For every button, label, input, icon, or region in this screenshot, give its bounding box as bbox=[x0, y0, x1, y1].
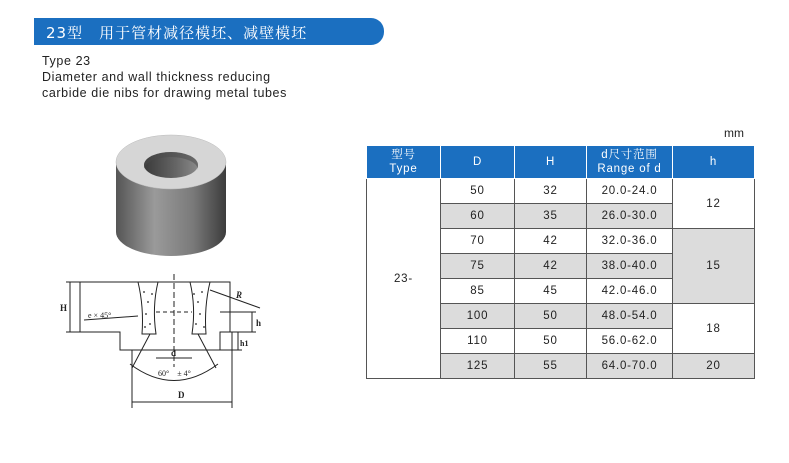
page-title: 23型 用于管材减径模坯、减壁模坯 bbox=[46, 24, 308, 42]
cross-section-drawing bbox=[60, 272, 290, 412]
label-h: h bbox=[256, 318, 262, 328]
cell-D: 85 bbox=[441, 279, 515, 304]
header-bar bbox=[34, 18, 384, 45]
cell-range: 20.0-24.0 bbox=[587, 179, 673, 204]
cell-range: 42.0-46.0 bbox=[587, 279, 673, 304]
cell-range: 56.0-62.0 bbox=[587, 329, 673, 354]
cell-h: 15 bbox=[673, 229, 755, 304]
cell-h: 20 bbox=[673, 354, 755, 379]
header-D: D bbox=[441, 146, 515, 179]
label-R: R bbox=[236, 290, 243, 300]
description-line-1: Diameter and wall thickness reducing bbox=[42, 70, 271, 84]
cell-range: 32.0-36.0 bbox=[587, 229, 673, 254]
cell-H: 35 bbox=[515, 204, 587, 229]
cell-D: 75 bbox=[441, 254, 515, 279]
label-angle: 60° ± 4° bbox=[158, 369, 191, 378]
cell-H: 42 bbox=[515, 254, 587, 279]
cell-range: 38.0-40.0 bbox=[587, 254, 673, 279]
cell-D: 125 bbox=[441, 354, 515, 379]
cell-H: 42 bbox=[515, 229, 587, 254]
header-h: h bbox=[673, 146, 755, 179]
table-header-row bbox=[367, 146, 755, 179]
cell-H: 32 bbox=[515, 179, 587, 204]
cell-D: 50 bbox=[441, 179, 515, 204]
description-line-2: carbide die nibs for drawing metal tubes bbox=[42, 86, 287, 100]
type-line: Type 23 bbox=[42, 54, 91, 68]
header-H: H bbox=[515, 146, 587, 179]
cell-range: 64.0-70.0 bbox=[587, 354, 673, 379]
cell-range: 48.0-54.0 bbox=[587, 304, 673, 329]
cell-D: 110 bbox=[441, 329, 515, 354]
label-D: D bbox=[178, 390, 185, 400]
left-section bbox=[138, 282, 158, 334]
spec-table bbox=[366, 146, 755, 379]
cell-H: 45 bbox=[515, 279, 587, 304]
right-section bbox=[190, 282, 210, 334]
intro-text bbox=[42, 53, 287, 101]
cell-D: 100 bbox=[441, 304, 515, 329]
cell-h: 12 bbox=[673, 179, 755, 229]
label-h1: h1 bbox=[240, 339, 249, 348]
label-H: H bbox=[60, 303, 68, 313]
header-type: 型号 Type bbox=[367, 146, 441, 179]
unit-label: mm bbox=[724, 126, 744, 140]
label-d: d bbox=[171, 348, 177, 358]
cell-H: 55 bbox=[515, 354, 587, 379]
cell-D: 70 bbox=[441, 229, 515, 254]
label-chamfer: e × 45° bbox=[88, 311, 112, 320]
cell-range: 26.0-30.0 bbox=[587, 204, 673, 229]
cell-h: 18 bbox=[673, 304, 755, 354]
cell-H: 50 bbox=[515, 304, 587, 329]
type-cell: 23- bbox=[367, 179, 441, 379]
cell-H: 50 bbox=[515, 329, 587, 354]
die-nib-image bbox=[112, 120, 230, 260]
header-range: d尺寸范围 Range of d bbox=[587, 146, 673, 179]
cell-D: 60 bbox=[441, 204, 515, 229]
table-row bbox=[367, 179, 755, 204]
